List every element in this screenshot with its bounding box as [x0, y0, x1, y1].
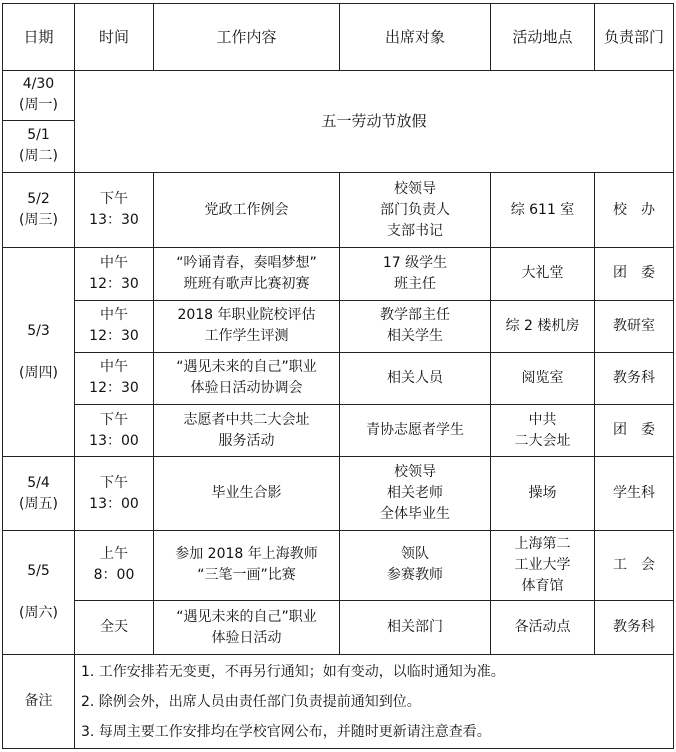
weekday-text: (周三): [19, 212, 58, 229]
attendees-cell: [340, 352, 491, 404]
attendee-text: 校领导: [394, 180, 436, 197]
dept-cell: 团 委: [595, 248, 674, 300]
time-cell: [75, 172, 154, 247]
weekday-text: (周五): [19, 495, 58, 512]
content-cell: [154, 300, 340, 352]
attendee-text: 教学部主任: [380, 307, 450, 324]
weekday-text: (周二): [19, 148, 58, 165]
header-row: [3, 4, 674, 71]
dept-cell: 校 办: [595, 172, 674, 247]
content-cell: [154, 601, 340, 655]
content-text: 服务活动: [218, 432, 275, 449]
location-cell: [491, 300, 595, 352]
header-dept: 负责部门: [595, 4, 674, 71]
schedule-row: [3, 530, 674, 600]
content-cell: [154, 352, 340, 404]
content-text: 2018 年职业院校评估: [177, 307, 316, 324]
time-text: 全天: [100, 619, 128, 636]
location-cell: [491, 172, 595, 247]
content-text: 班班有歌声比赛初赛: [183, 275, 310, 292]
weekday-text: (周一): [19, 97, 58, 114]
content-text: 工作学生评测: [204, 328, 289, 345]
header-location: 活动地点: [491, 4, 595, 71]
note-item-1: 1. 工作安排若无变更，不再另行通知；如有变动，以临时通知为准。: [81, 663, 505, 680]
content-text: “三笔一画”比赛: [197, 567, 296, 584]
holiday-date-2: [3, 120, 75, 172]
content-cell: [154, 530, 340, 600]
date-text: 5/3: [27, 322, 50, 339]
attendees-cell: [340, 172, 491, 247]
attendees-cell: [340, 405, 491, 457]
content-cell: [154, 405, 340, 457]
location-text: 体育馆: [521, 577, 564, 594]
time-text: 12：30: [89, 380, 139, 397]
attendee-text: 部门负责人: [380, 201, 450, 218]
location-text: 中共: [528, 411, 557, 428]
content-text: 毕业生合影: [211, 485, 282, 502]
dept-cell: 教务科: [595, 601, 674, 655]
location-text: 综 611 室: [510, 201, 575, 218]
location-cell: [491, 405, 595, 457]
date-text: 5/5: [27, 563, 50, 580]
content-text: “吟诵青春，奏唱梦想”: [176, 254, 317, 271]
time-cell: [75, 457, 154, 530]
location-text: 操场: [528, 485, 557, 502]
time-cell: [75, 248, 154, 300]
header-content: 工作内容: [154, 4, 340, 71]
location-text: 综 2 楼机房: [505, 317, 580, 334]
schedule-row: [3, 601, 674, 655]
date-text: 5/2: [27, 191, 50, 208]
attendees-cell: [340, 300, 491, 352]
attendees-cell: [340, 248, 491, 300]
time-text: 中午: [100, 254, 128, 271]
location-text: 工业大学: [514, 556, 571, 573]
schedule-row: [3, 457, 674, 530]
time-cell: [75, 601, 154, 655]
attendees-cell: [340, 601, 491, 655]
location-cell: [491, 352, 595, 404]
attendee-text: 相关部门: [387, 619, 443, 636]
notes-cell: [75, 655, 674, 749]
time-text: 13：00: [89, 495, 139, 512]
date-cell: [3, 172, 75, 247]
holiday-row-1: [3, 71, 674, 120]
content-cell: [154, 248, 340, 300]
attendee-text: 参赛教师: [387, 567, 443, 584]
notes-label: 备注: [3, 655, 75, 749]
note-item-3: 3. 每周主要工作安排均在学校官网公布，并随时更新请注意查看。: [81, 723, 491, 740]
time-text: 中午: [100, 307, 128, 324]
schedule-row: [3, 352, 674, 404]
content-text: “遇见未来的自己”职业: [176, 359, 317, 376]
note-item-2: 2. 除例会外，出席人员由责任部门负责提前通知到位。: [81, 693, 421, 710]
time-text: 下午: [100, 474, 128, 491]
dept-cell: 教研室: [595, 300, 674, 352]
attendee-text: 相关人员: [387, 369, 443, 386]
location-cell: [491, 601, 595, 655]
weekday-text: (周六): [19, 605, 58, 622]
date-spacer: [5, 342, 72, 363]
attendee-text: 领队: [401, 546, 429, 563]
attendee-text: 班主任: [394, 275, 436, 292]
location-text: 大礼堂: [521, 265, 564, 282]
attendee-text: 相关学生: [387, 328, 443, 345]
notes-row: [3, 655, 674, 749]
schedule-body: [3, 172, 674, 655]
location-text: 二大会址: [514, 432, 571, 449]
location-cell: [491, 457, 595, 530]
date-spacer: [5, 582, 72, 603]
time-text: 12：30: [89, 275, 139, 292]
attendee-text: 支部书记: [387, 222, 443, 239]
time-text: 下午: [100, 411, 128, 428]
time-text: 13：30: [89, 212, 139, 229]
attendee-text: 全体毕业生: [380, 506, 450, 523]
content-cell: [154, 457, 340, 530]
date-text: 4/30: [22, 76, 55, 93]
holiday-text: 五一劳动节放假: [75, 71, 674, 173]
time-text: 12：30: [89, 328, 139, 345]
date-cell: [3, 530, 75, 655]
schedule-row: [3, 300, 674, 352]
time-text: 8：00: [93, 567, 135, 584]
location-cell: [491, 248, 595, 300]
date-cell: [3, 457, 75, 530]
header-attendees: 出席对象: [340, 4, 491, 71]
attendee-text: 17 级学生: [382, 254, 448, 271]
content-text: 参加 2018 年上海教师: [175, 546, 318, 563]
date-text: 5/1: [27, 127, 50, 144]
schedule-row: [3, 172, 674, 247]
time-text: 13：00: [89, 432, 139, 449]
location-text: 上海第二: [514, 535, 571, 552]
time-text: 中午: [100, 359, 128, 376]
location-text: 阅览室: [521, 369, 564, 386]
location-cell: [491, 530, 595, 600]
header-time: 时间: [75, 4, 154, 71]
time-cell: [75, 530, 154, 600]
weekly-schedule-table: [2, 3, 674, 749]
dept-cell: 团 委: [595, 405, 674, 457]
time-cell: [75, 300, 154, 352]
date-cell: [3, 248, 75, 457]
holiday-date-1: [3, 71, 75, 120]
header-date: 日期: [3, 4, 75, 71]
content-text: 体验日活动协调会: [190, 380, 303, 397]
attendee-text: 校领导: [394, 464, 436, 481]
weekday-text: (周四): [19, 364, 58, 381]
location-text: 各活动点: [514, 619, 571, 636]
schedule-row: [3, 405, 674, 457]
schedule-row: [3, 248, 674, 300]
time-cell: [75, 405, 154, 457]
attendees-cell: [340, 530, 491, 600]
time-text: 上午: [100, 546, 128, 563]
content-cell: [154, 172, 340, 247]
content-text: 党政工作例会: [204, 201, 289, 218]
dept-cell: 教务科: [595, 352, 674, 404]
content-text: 志愿者中共二大会址: [183, 411, 310, 428]
content-text: “遇见未来的自己”职业: [176, 608, 317, 625]
attendee-text: 青协志愿者学生: [366, 422, 464, 439]
attendees-cell: [340, 457, 491, 530]
dept-cell: 学生科: [595, 457, 674, 530]
time-text: 下午: [100, 191, 128, 208]
date-text: 5/4: [27, 474, 50, 491]
time-cell: [75, 352, 154, 404]
content-text: 体验日活动: [211, 629, 282, 646]
attendee-text: 相关老师: [387, 485, 443, 502]
dept-cell: 工 会: [595, 530, 674, 600]
